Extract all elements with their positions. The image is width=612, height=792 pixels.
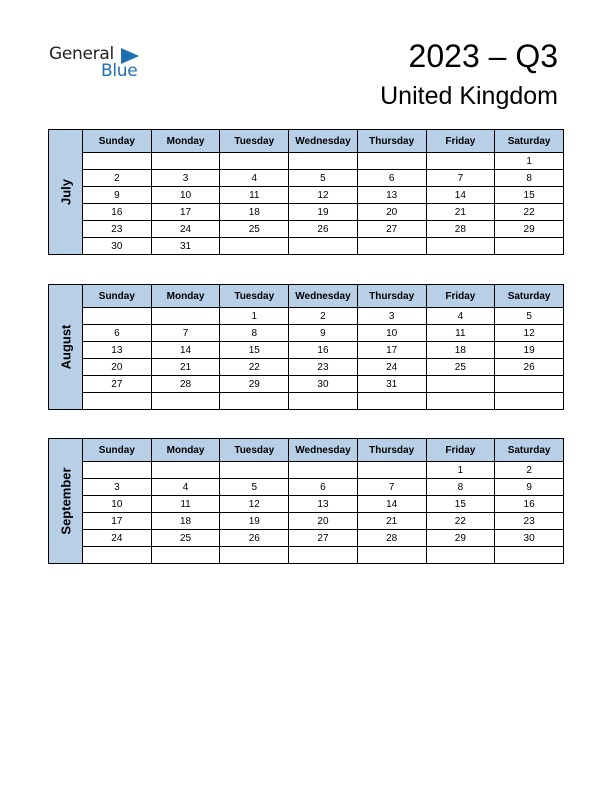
week-row bbox=[83, 221, 564, 238]
day-cell: 6 bbox=[289, 479, 358, 496]
week-row bbox=[83, 513, 564, 530]
day-cell: 25 bbox=[220, 221, 289, 238]
day-cell: 18 bbox=[151, 513, 220, 530]
day-cell: 12 bbox=[289, 187, 358, 204]
day-cell: 22 bbox=[495, 204, 564, 221]
weekday-header: Tuesday bbox=[220, 439, 289, 462]
day-cell: 14 bbox=[426, 187, 495, 204]
day-cell: 25 bbox=[426, 359, 495, 376]
day-cell: 31 bbox=[357, 376, 426, 393]
day-cell bbox=[289, 153, 358, 170]
day-cell: 11 bbox=[220, 187, 289, 204]
week-row bbox=[83, 325, 564, 342]
day-cell: 13 bbox=[357, 187, 426, 204]
week-row bbox=[83, 393, 564, 410]
weekday-header: Sunday bbox=[83, 130, 152, 153]
day-cell bbox=[151, 308, 220, 325]
day-cell: 26 bbox=[495, 359, 564, 376]
day-cell: 20 bbox=[83, 359, 152, 376]
weekday-header: Friday bbox=[426, 285, 495, 308]
day-cell: 20 bbox=[289, 513, 358, 530]
day-cell: 23 bbox=[289, 359, 358, 376]
day-cell: 19 bbox=[289, 204, 358, 221]
month-name: September bbox=[58, 467, 73, 535]
day-cell: 21 bbox=[151, 359, 220, 376]
month-label bbox=[48, 129, 82, 255]
day-cell: 27 bbox=[289, 530, 358, 547]
day-cell bbox=[357, 393, 426, 410]
week-row bbox=[83, 308, 564, 325]
day-cell bbox=[220, 393, 289, 410]
day-cell bbox=[289, 238, 358, 255]
day-cell: 30 bbox=[289, 376, 358, 393]
day-cell: 31 bbox=[151, 238, 220, 255]
day-cell: 5 bbox=[220, 479, 289, 496]
day-cell bbox=[426, 238, 495, 255]
day-cell bbox=[289, 462, 358, 479]
day-cell: 2 bbox=[495, 462, 564, 479]
day-cell bbox=[220, 547, 289, 564]
week-row bbox=[83, 187, 564, 204]
weekday-header: Wednesday bbox=[289, 439, 358, 462]
weekday-header: Friday bbox=[426, 130, 495, 153]
day-cell: 4 bbox=[220, 170, 289, 187]
day-cell: 4 bbox=[151, 479, 220, 496]
day-cell: 12 bbox=[495, 325, 564, 342]
day-cell: 5 bbox=[495, 308, 564, 325]
day-cell bbox=[357, 238, 426, 255]
weekday-header-row bbox=[83, 285, 564, 308]
week-row bbox=[83, 342, 564, 359]
day-cell bbox=[151, 153, 220, 170]
weekday-header: Saturday bbox=[495, 130, 564, 153]
logo-text-general: General bbox=[49, 44, 114, 64]
day-cell bbox=[151, 462, 220, 479]
day-cell bbox=[83, 393, 152, 410]
day-cell: 25 bbox=[151, 530, 220, 547]
weekday-header: Sunday bbox=[83, 285, 152, 308]
day-cell: 24 bbox=[83, 530, 152, 547]
weekday-header: Thursday bbox=[357, 439, 426, 462]
day-cell: 13 bbox=[289, 496, 358, 513]
calendar-grid bbox=[82, 438, 564, 564]
week-row bbox=[83, 530, 564, 547]
week-row bbox=[83, 204, 564, 221]
weekday-header: Saturday bbox=[495, 439, 564, 462]
day-cell: 16 bbox=[495, 496, 564, 513]
day-cell: 30 bbox=[495, 530, 564, 547]
day-cell: 27 bbox=[357, 221, 426, 238]
day-cell: 23 bbox=[83, 221, 152, 238]
day-cell bbox=[83, 308, 152, 325]
day-cell: 24 bbox=[357, 359, 426, 376]
day-cell: 15 bbox=[495, 187, 564, 204]
day-cell: 10 bbox=[83, 496, 152, 513]
day-cell bbox=[151, 547, 220, 564]
day-cell: 5 bbox=[289, 170, 358, 187]
day-cell: 9 bbox=[289, 325, 358, 342]
weekday-header: Sunday bbox=[83, 439, 152, 462]
day-cell bbox=[83, 153, 152, 170]
day-cell: 28 bbox=[426, 221, 495, 238]
day-cell bbox=[83, 462, 152, 479]
week-row bbox=[83, 479, 564, 496]
day-cell: 23 bbox=[495, 513, 564, 530]
day-cell: 3 bbox=[83, 479, 152, 496]
day-cell: 28 bbox=[357, 530, 426, 547]
week-row bbox=[83, 462, 564, 479]
day-cell: 8 bbox=[426, 479, 495, 496]
day-cell: 9 bbox=[495, 479, 564, 496]
weekday-header: Saturday bbox=[495, 285, 564, 308]
day-cell bbox=[426, 376, 495, 393]
weekday-header: Friday bbox=[426, 439, 495, 462]
day-cell: 15 bbox=[426, 496, 495, 513]
day-cell: 26 bbox=[289, 221, 358, 238]
day-cell: 16 bbox=[83, 204, 152, 221]
day-cell: 4 bbox=[426, 308, 495, 325]
day-cell: 24 bbox=[151, 221, 220, 238]
day-cell bbox=[426, 393, 495, 410]
weekday-header: Wednesday bbox=[289, 130, 358, 153]
day-cell: 1 bbox=[495, 153, 564, 170]
day-cell: 29 bbox=[220, 376, 289, 393]
day-cell bbox=[83, 547, 152, 564]
day-cell: 1 bbox=[220, 308, 289, 325]
day-cell bbox=[426, 547, 495, 564]
week-row bbox=[83, 496, 564, 513]
day-cell: 1 bbox=[426, 462, 495, 479]
day-cell: 17 bbox=[357, 342, 426, 359]
weekday-header: Wednesday bbox=[289, 285, 358, 308]
week-row bbox=[83, 238, 564, 255]
day-cell: 7 bbox=[426, 170, 495, 187]
day-cell bbox=[151, 393, 220, 410]
day-cell: 11 bbox=[426, 325, 495, 342]
day-cell: 14 bbox=[151, 342, 220, 359]
logo-text-blue: Blue bbox=[101, 61, 138, 81]
month-name: August bbox=[58, 324, 73, 370]
weekday-header-row bbox=[83, 130, 564, 153]
week-row bbox=[83, 547, 564, 564]
day-cell: 19 bbox=[220, 513, 289, 530]
day-cell: 26 bbox=[220, 530, 289, 547]
week-row bbox=[83, 153, 564, 170]
week-row bbox=[83, 359, 564, 376]
day-cell: 8 bbox=[220, 325, 289, 342]
day-cell bbox=[495, 393, 564, 410]
day-cell: 14 bbox=[357, 496, 426, 513]
weekday-header: Monday bbox=[151, 130, 220, 153]
month-calendar-august bbox=[48, 284, 564, 410]
day-cell: 7 bbox=[357, 479, 426, 496]
day-cell: 11 bbox=[151, 496, 220, 513]
day-cell: 10 bbox=[357, 325, 426, 342]
day-cell: 7 bbox=[151, 325, 220, 342]
weekday-header: Thursday bbox=[357, 130, 426, 153]
weekday-header: Monday bbox=[151, 285, 220, 308]
weekday-header: Tuesday bbox=[220, 285, 289, 308]
page-title: 2023 – Q3 bbox=[408, 38, 558, 74]
calendar-grid bbox=[82, 129, 564, 255]
day-cell: 18 bbox=[220, 204, 289, 221]
day-cell bbox=[357, 153, 426, 170]
day-cell: 19 bbox=[495, 342, 564, 359]
month-calendar-july bbox=[48, 129, 564, 255]
day-cell: 10 bbox=[151, 187, 220, 204]
day-cell: 22 bbox=[220, 359, 289, 376]
month-name: July bbox=[58, 178, 73, 206]
day-cell bbox=[357, 547, 426, 564]
day-cell: 8 bbox=[495, 170, 564, 187]
day-cell: 6 bbox=[357, 170, 426, 187]
weekday-header: Monday bbox=[151, 439, 220, 462]
day-cell bbox=[495, 547, 564, 564]
week-row bbox=[83, 376, 564, 393]
day-cell: 18 bbox=[426, 342, 495, 359]
day-cell: 27 bbox=[83, 376, 152, 393]
day-cell: 6 bbox=[83, 325, 152, 342]
day-cell bbox=[357, 462, 426, 479]
day-cell bbox=[289, 547, 358, 564]
weekday-header: Tuesday bbox=[220, 130, 289, 153]
weekday-header-row bbox=[83, 439, 564, 462]
day-cell: 29 bbox=[426, 530, 495, 547]
day-cell: 13 bbox=[83, 342, 152, 359]
day-cell: 3 bbox=[357, 308, 426, 325]
day-cell: 16 bbox=[289, 342, 358, 359]
day-cell: 3 bbox=[151, 170, 220, 187]
day-cell: 21 bbox=[357, 513, 426, 530]
month-calendar-september bbox=[48, 438, 564, 564]
day-cell bbox=[220, 153, 289, 170]
day-cell: 2 bbox=[83, 170, 152, 187]
day-cell: 20 bbox=[357, 204, 426, 221]
day-cell bbox=[426, 153, 495, 170]
day-cell: 17 bbox=[83, 513, 152, 530]
weekday-header: Thursday bbox=[357, 285, 426, 308]
day-cell: 30 bbox=[83, 238, 152, 255]
day-cell: 28 bbox=[151, 376, 220, 393]
month-label bbox=[48, 284, 82, 410]
day-cell bbox=[220, 238, 289, 255]
day-cell: 12 bbox=[220, 496, 289, 513]
page-subtitle: United Kingdom bbox=[380, 82, 558, 110]
generalblue-logo bbox=[49, 44, 149, 84]
day-cell: 2 bbox=[289, 308, 358, 325]
day-cell: 29 bbox=[495, 221, 564, 238]
day-cell: 9 bbox=[83, 187, 152, 204]
month-label bbox=[48, 438, 82, 564]
day-cell: 21 bbox=[426, 204, 495, 221]
week-row bbox=[83, 170, 564, 187]
day-cell: 17 bbox=[151, 204, 220, 221]
day-cell bbox=[495, 376, 564, 393]
day-cell bbox=[220, 462, 289, 479]
day-cell: 22 bbox=[426, 513, 495, 530]
day-cell: 15 bbox=[220, 342, 289, 359]
day-cell bbox=[495, 238, 564, 255]
day-cell bbox=[289, 393, 358, 410]
calendar-grid bbox=[82, 284, 564, 410]
